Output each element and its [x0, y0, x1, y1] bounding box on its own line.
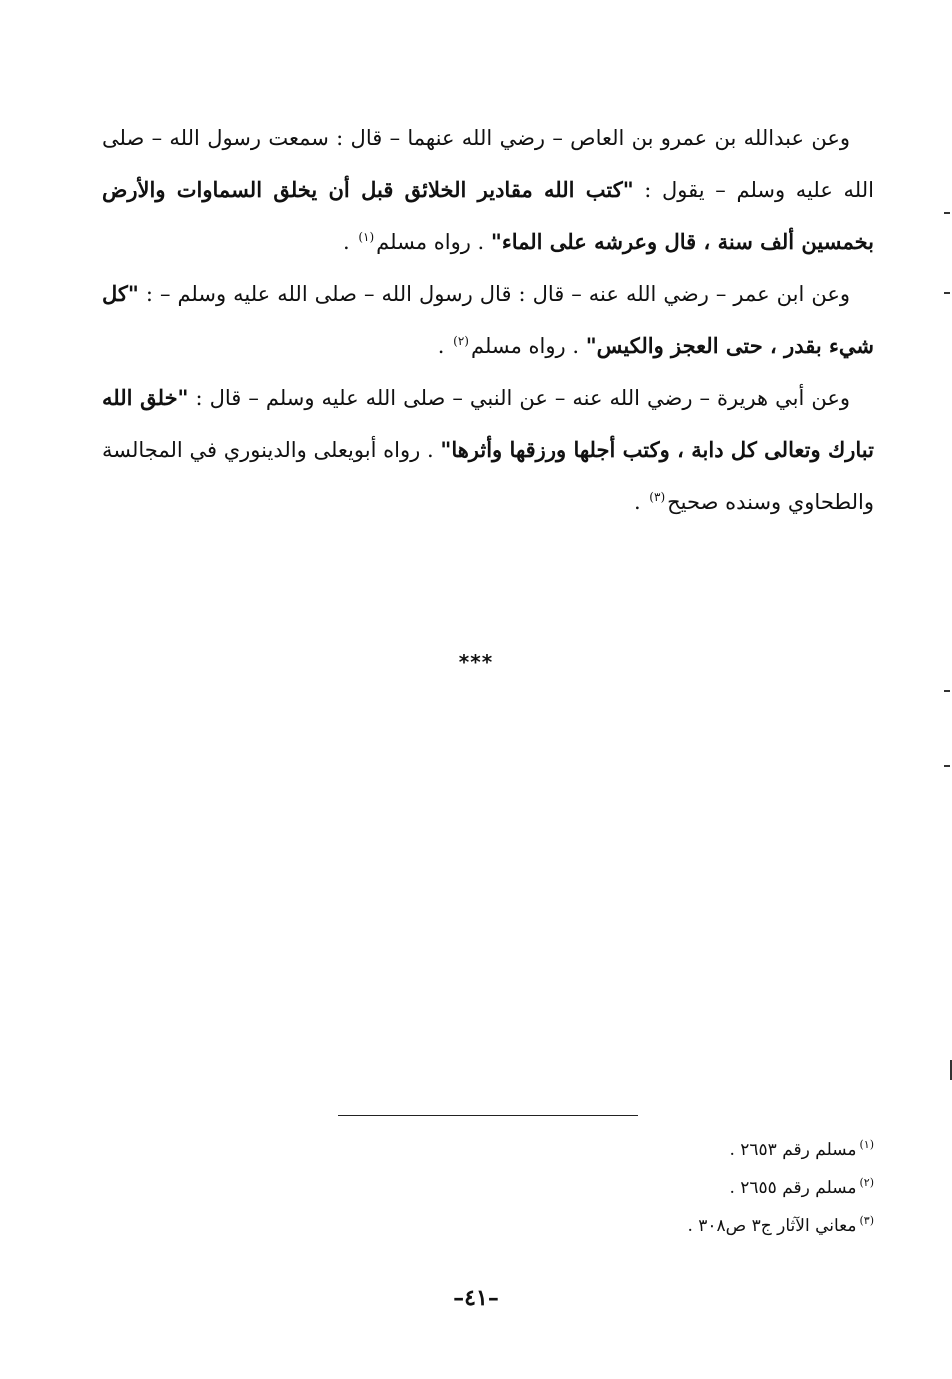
paragraph-text: وعن ابن عمر – رضي الله عنه – قال : قال رسول الله – صلى الله عليه وسلم – : [138, 282, 850, 306]
page-number: –٤١– [453, 1285, 499, 1311]
footnote-item [274, 1131, 874, 1169]
paragraph-tail: . [342, 230, 357, 254]
footnote-reference[interactable]: (٣) [649, 490, 666, 504]
scan-edge-mark [944, 690, 950, 692]
hadith-quote: "كتب الله مقادير الخلائق قبل أن يخلق السماوات والأرض بخمسين ألف سنة ، قال وعرشه على الماء" [102, 177, 874, 254]
paragraph-text: . رواه مسلم [470, 334, 586, 358]
footnote-marker: (٣) [859, 1214, 874, 1228]
scan-edge-mark [944, 765, 950, 767]
section-separator: *** [458, 650, 494, 674]
footnote-reference[interactable]: (٢) [453, 334, 469, 348]
hadith-quote: "كل شيء بقدر ، حتى العجز والكيس" [102, 281, 874, 358]
main-text-body [102, 112, 874, 528]
footnote-text: مسلم رقم ٢٦٥٣ . [729, 1140, 857, 1160]
footnote-text: معاني الآثار ج٣ ص٣٠٨ . [687, 1216, 857, 1236]
scan-edge-mark [944, 212, 950, 214]
hadith-paragraph-1 [102, 112, 874, 268]
footnote-divider [338, 1115, 638, 1116]
paragraph-text: . رواه مسلم [376, 230, 491, 254]
footnotes-section [274, 1131, 874, 1245]
footnote-item [274, 1169, 874, 1207]
paragraph-text: وعن عبدالله بن عمرو بن العاص – رضي الله عنهما – قال : سمعت رسول الله – صلى الله عليه وسلم – يقول : [102, 126, 874, 202]
footnote-reference[interactable]: (١) [358, 230, 375, 244]
paragraph-tail: . [437, 334, 452, 358]
footnote-item [274, 1207, 874, 1245]
hadith-paragraph-2 [102, 268, 874, 372]
paragraph-text: وعن أبي هريرة – رضي الله عنه – عن النبي – صلى الله عليه وسلم – قال : [188, 386, 850, 410]
footnote-text: مسلم رقم ٢٦٥٥ . [729, 1178, 857, 1198]
scan-edge-mark [944, 292, 950, 294]
hadith-quote: "خلق الله تبارك وتعالى كل دابة ، وكتب أجلها ورزقها وأثرها" [102, 385, 874, 462]
footnote-marker: (١) [859, 1138, 874, 1152]
paragraph-text: . رواه أبويعلى والدينوري في المجالسة والطحاوي وسنده صحيح [102, 438, 874, 514]
footnote-marker: (٢) [859, 1176, 874, 1190]
paragraph-tail: . [633, 490, 648, 514]
hadith-paragraph-3 [102, 372, 874, 528]
